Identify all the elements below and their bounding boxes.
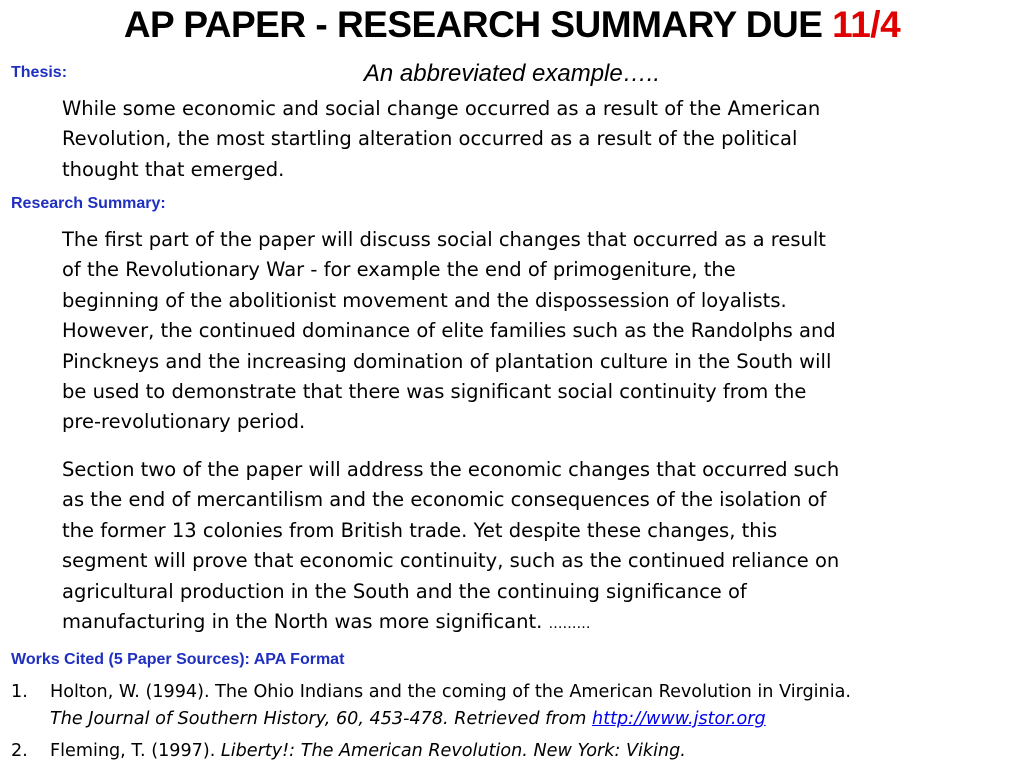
citation-line: Holton, W. (1994). The Ohio Indians and the coming of the American Revolution in Virginia.	[50, 682, 851, 702]
due-date: 11/4	[832, 4, 901, 45]
paragraph-last-text: manufacturing in the North was more significant.	[62, 610, 549, 634]
paragraph-line: beginning of the abolitionist movement and the dispossession of loyalists.	[62, 288, 787, 312]
research-summary-heading: Research Summary:	[11, 195, 166, 212]
paragraph-line: Section two of the paper will address the economic changes that occurred such	[62, 458, 840, 481]
citation-line	[50, 706, 851, 733]
thesis-line: thought that emerged.	[62, 157, 285, 181]
book-title: Liberty!: The American Revolution. New York: Viking.	[220, 741, 686, 761]
paragraph-line: The first part of the paper will discuss social changes that occurred as a result	[62, 228, 826, 251]
citation-line	[50, 738, 686, 765]
research-paragraph-1	[62, 225, 1020, 438]
thesis-line: While some economic and social change occurred as a result of the American	[62, 97, 821, 120]
paragraph-line: of the Revolutionary War - for example the end of primogeniture, the	[62, 258, 736, 282]
thesis-heading: Thesis:	[11, 64, 68, 81]
paragraph-line: segment will prove that economic continuity, such as the continued reliance on	[62, 549, 840, 573]
jstor-link[interactable]: http://www.jstor.org	[592, 709, 766, 729]
research-paragraph-2	[62, 455, 1020, 639]
paragraph-line	[62, 607, 1020, 639]
item-number: 2.	[11, 741, 28, 761]
citation	[50, 679, 851, 733]
paragraph-line: pre-revolutionary period.	[62, 410, 306, 434]
paragraph-line: as the end of mercantilism and the economic consequences of the isolation of	[62, 488, 827, 512]
works-cited-item-1	[11, 679, 1016, 735]
paragraph-line: agricultural production in the South and the continuing significance of	[62, 579, 747, 603]
item-number: 1.	[11, 682, 28, 702]
citation-author: Fleming, T. (1997).	[50, 741, 221, 761]
works-cited-heading: Works Cited (5 Paper Sources): APA Format	[11, 651, 345, 668]
page-title-text: AP PAPER - RESEARCH SUMMARY DUE	[123, 4, 833, 45]
ellipsis: ………	[548, 616, 591, 633]
works-cited-item-2	[11, 738, 1016, 766]
thesis-line: Revolution, the most startling alteration occurred as a result of the political	[62, 127, 798, 151]
page-title	[0, 2, 1024, 48]
citation	[50, 738, 686, 765]
paragraph-line: Pinckneys and the increasing domination of plantation culture in the South will	[62, 349, 832, 373]
paragraph-line: However, the continued dominance of elite families such as the Randolphs and	[62, 319, 836, 343]
paragraph-line: the former 13 colonies from British trade. Yet despite these changes, this	[62, 518, 778, 542]
subtitle: An abbreviated example…..	[363, 60, 661, 87]
paragraph-line: be used to demonstrate that there was significant social continuity from the	[62, 380, 807, 404]
journal-text: The Journal of Southern History, 60, 453-478. Retrieved from	[50, 709, 593, 729]
thesis-paragraph	[62, 94, 1020, 185]
